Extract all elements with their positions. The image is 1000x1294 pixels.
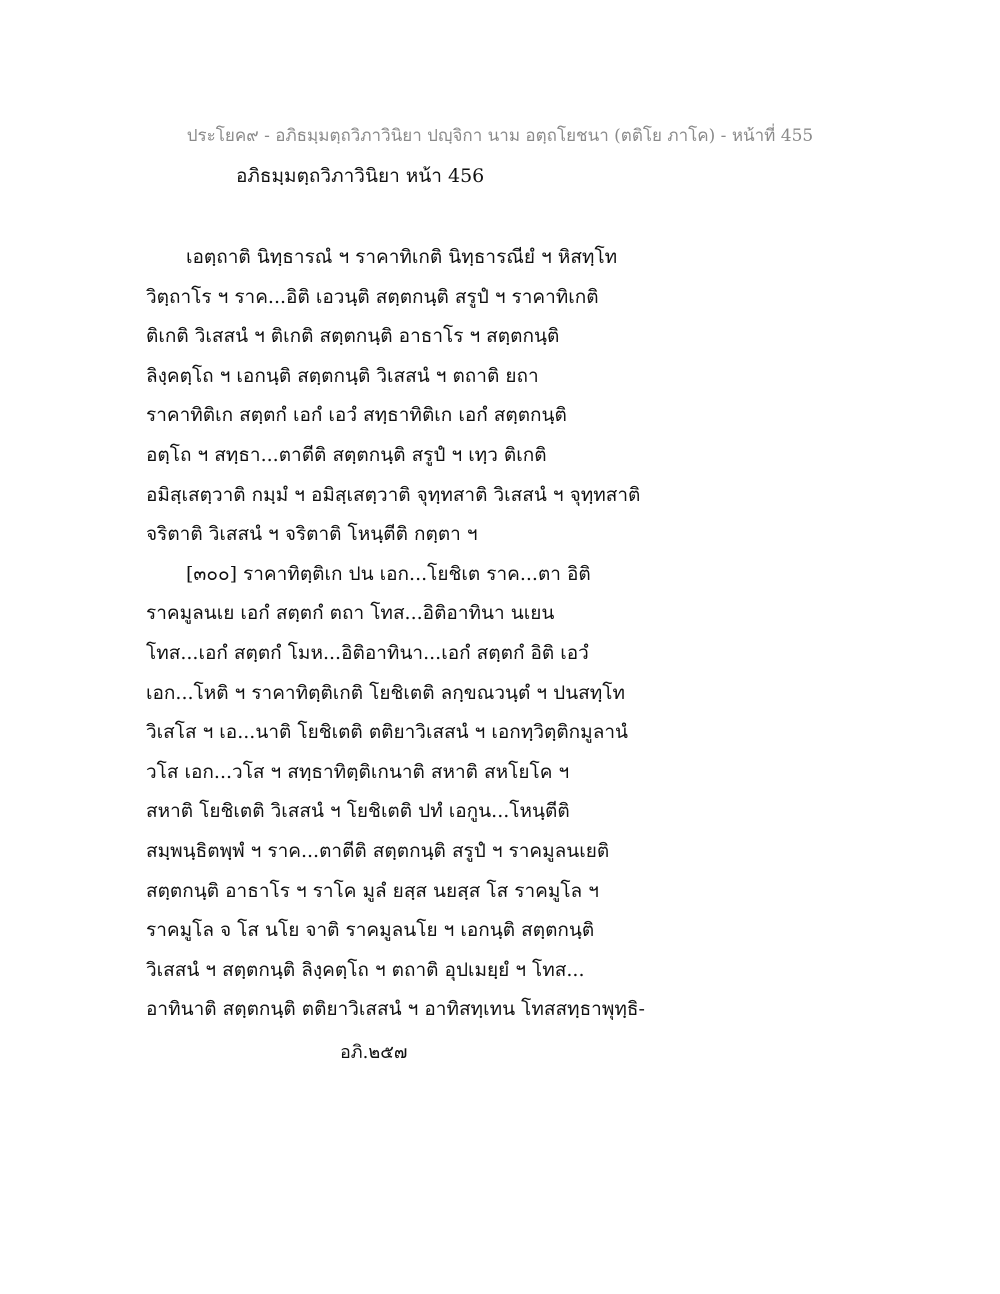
text-line: สหาติ โยชิเตติ วิเสสนํ ฯ โยชิเตติ ปทํ เอกูน...โหนฺตีติ xyxy=(146,800,570,823)
text-line: วิเสโส ฯ เอ...นาติ โยชิเตติ ตติยาวิเสสนํ ฯ เอกทฺวิตฺติกมูลานํ xyxy=(146,721,628,744)
text-line: อตฺโถ ฯ สทฺธา...ตาตีติ สตฺตกนฺติ สรูปํ ฯ เทฺว ติเกติ xyxy=(146,443,547,466)
text-line: วโส เอก...วโส ฯ สทฺธาทิตฺติเกนาติ สหาติ สหโยโค ฯ xyxy=(146,760,570,783)
text-line: ลิงฺคตฺโถ ฯ เอกนฺติ สตฺตกนฺติ วิเสสนํ ฯ ตถาติ ยถา xyxy=(146,364,539,387)
text-line: วิตฺถาโร ฯ ราค...อิติ เอวนฺติ สตฺตกนฺติ สรูปํ ฯ ราคาทิเกติ xyxy=(146,285,599,308)
text-line: ราคาทิติเก สตฺตกํ เอกํ เอวํ สทฺธาทิติเก เอกํ สตฺตกนฺติ xyxy=(146,404,567,427)
text-line: อาทินาติ สตฺตกนฺติ ตติยาวิเสสนํ ฯ อาทิสทฺเทน โทสสทฺธาพุทฺธิ- xyxy=(146,998,645,1021)
folio-number: อภิ.๒๕๗ xyxy=(340,1042,408,1063)
text-line: ราคมูโล จ โส นโย จาติ ราคมูลนโย ฯ เอกนฺติ สตฺตกนฺติ xyxy=(146,919,595,942)
page-title: อภิธมฺมตฺถวิภาวินิยา หน้า 456 xyxy=(236,165,485,187)
running-header: ประโยค๙ - อภิธมฺมตฺถวิภาวินิยา ปญฺจิกา นาม อตฺถโยชนา (ตติโย ภาโค) - หน้าที่ 455 xyxy=(186,126,814,146)
text-line: [๓๐๐] ราคาทิตฺติเก ปน เอก...โยชิเต ราค...ตา อิติ xyxy=(186,562,591,585)
text-line: โทส...เอกํ สตฺตกํ โมห...อิติอาทินา...เอกํ สตฺตกํ อิติ เอวํ xyxy=(146,641,589,664)
text-line: วิเสสนํ ฯ สตฺตกนฺติ ลิงฺคตฺโถ ฯ ตถาติ อุปเมยฺยํ ฯ โทส... xyxy=(146,958,585,981)
text-line: เอก...โหติ ฯ ราคาทิตฺติเกติ โยชิเตติ ลกฺขณวนฺตํ ฯ ปนสทฺโท xyxy=(146,681,626,704)
text-line: สตฺตกนฺติ อาธาโร ฯ ราโค มูลํ ยสฺส นยสฺส โส ราคมูโล ฯ xyxy=(146,879,599,902)
text-line: เอตฺถาติ นิทฺธารณํ ฯ ราคาทิเกติ นิทฺธารณียํ ฯ หิสทฺโท xyxy=(186,246,618,268)
text-line: ราคมูลนเย เอกํ สตฺตกํ ตถา โทส...อิติอาทินา นเยน xyxy=(146,602,555,625)
text-line: อมิสฺเสตฺวาติ กมฺมํ ฯ อมิสฺเสตฺวาติ จุทฺทสาติ วิเสสนํ ฯ จุทฺทสาติ xyxy=(146,483,641,506)
body-text xyxy=(146,238,846,1030)
text-line: สมฺพนฺธิตพฺพํ ฯ ราค...ตาตีติ สตฺตกนฺติ สรูปํ ฯ ราคมูลนเยติ xyxy=(146,839,610,862)
text-line: ติเกติ วิเสสนํ ฯ ติเกติ สตฺตกนฺติ อาธาโร ฯ สตฺตกนฺติ xyxy=(146,325,560,348)
text-line: จริตาติ วิเสสนํ ฯ จริตาติ โหนฺตีติ กตฺตา ฯ xyxy=(146,523,478,546)
